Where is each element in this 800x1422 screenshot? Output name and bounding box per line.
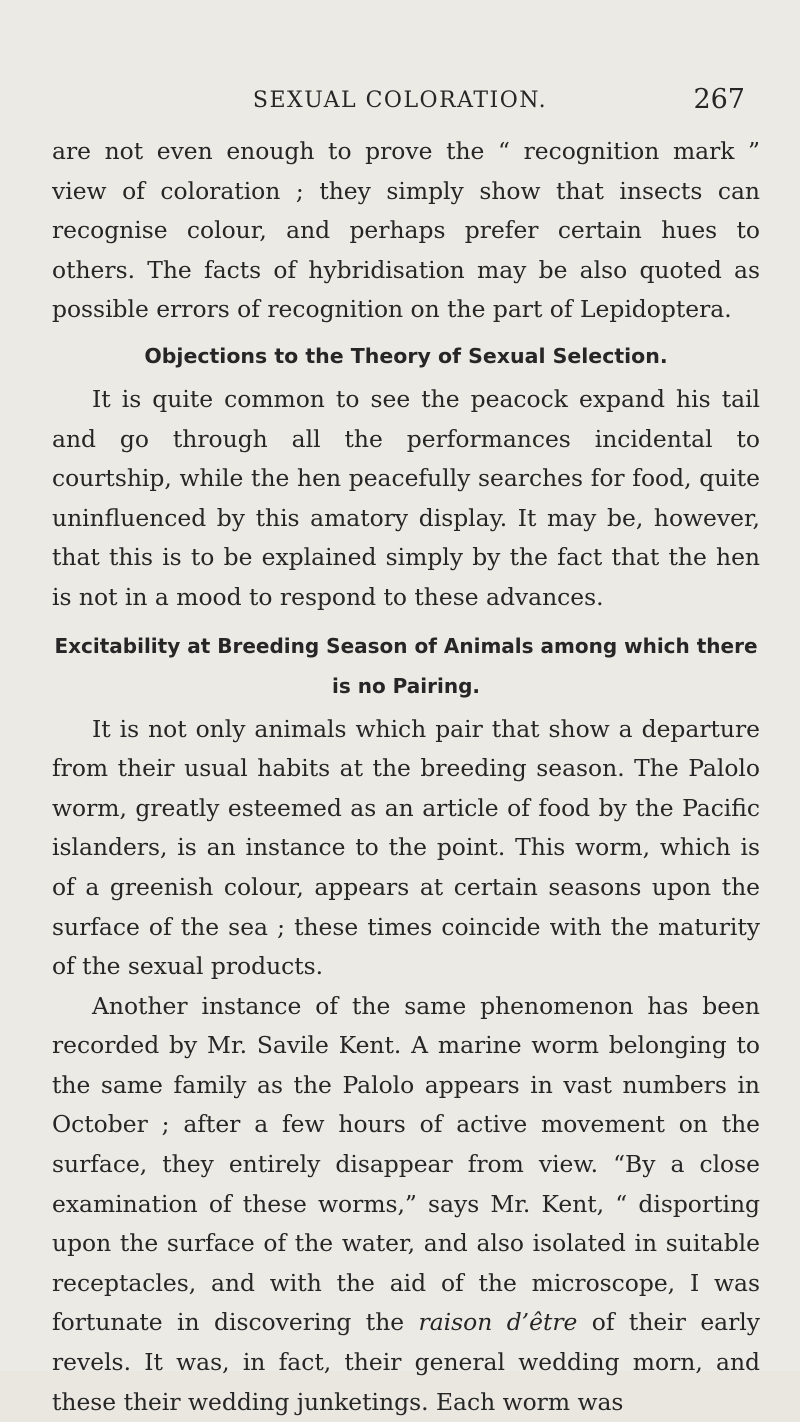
- page-number: 267: [693, 84, 745, 115]
- paragraph-palolo: It is not only animals which pair that show a departure from their usual habits at the breeding season. The Palolo worm, greatly esteemed as an article of food by the Pacific islanders, is an instance to the point. This worm, which is of a greenish colour, appears at certain seasons upon the surface of the sea ; these times coincide with the maturity of the sexual products.: [52, 714, 760, 981]
- body-text: [52, 132, 760, 1422]
- running-head: [0, 84, 800, 120]
- paragraph-peacock: It is quite common to see the peacock expand his tail and go through all the performances incidental to courtship, while the hen peacefully searches for food, quite uninfluenced by this amatory display. It may be, however, that this is to be explained simply by the fact that the hen is not in a mood to respond to these advances.: [52, 384, 760, 611]
- paragraph-savile-kent: [52, 987, 760, 1422]
- section-heading-objections: Objections to the Theory of Sexual Selection.: [144, 343, 668, 368]
- paragraph-continuation: are not even enough to prove the “ recognition mark ” view of coloration ; they simply show that insects can recognise colour, and perhaps prefer certain hues to others. The facts of hybridisation may be also quoted as possible errors of recognition on the part of Lepidoptera.: [52, 137, 760, 324]
- paragraph-text: Another instance of the same phenomenon has been recorded by Mr. Savile Kent. A marine worm belonging to the same family as the Palolo appears in vast numbers in October ; after a few hours of active movement on the surface, they entirely disappear from view. “By a close examination of these worms,” says Mr. Kent, “ disporting upon the surface of the water, and also isolated in suitable receptacles, and with the aid of the microscope, I was fortunate in discovering the: [52, 991, 760, 1337]
- running-title: SEXUAL COLORATION.: [252, 88, 548, 113]
- section-heading-excitability: Excitability at Breeding Season of Animals among which there is no Pairing.: [54, 633, 758, 698]
- paragraph-text: of their early revels. It was, in fact, their general wedding morn, and these their wedding junketings. Each worm was: [52, 1308, 760, 1416]
- italic-phrase: raison d’être: [418, 1308, 578, 1337]
